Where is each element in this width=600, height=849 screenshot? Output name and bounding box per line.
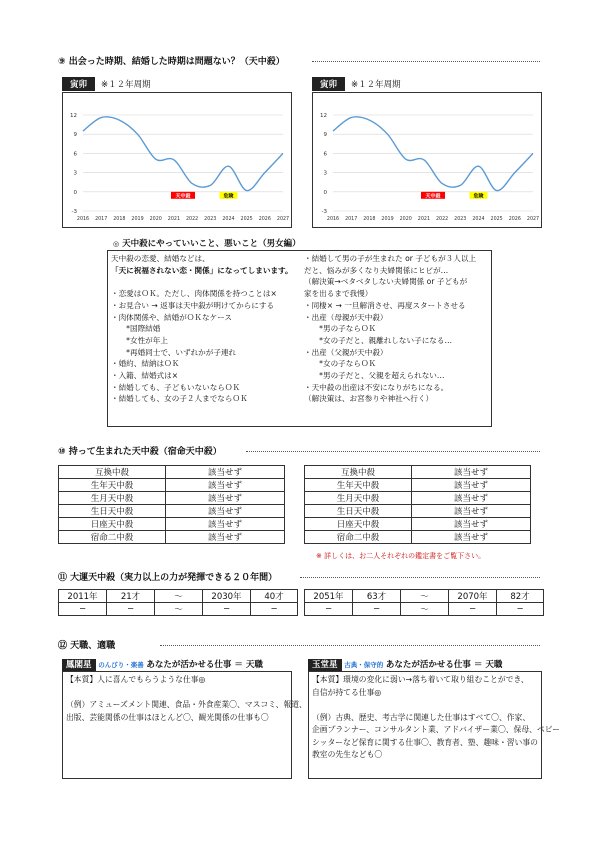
table-row (59, 603, 298, 616)
great-fortune-table-left (58, 589, 298, 616)
table-cell: − (497, 603, 544, 616)
section-10-title: ⑩ 持って生まれた天中殺（宿命天中殺） (58, 447, 222, 457)
table-row (305, 479, 531, 492)
table-cell: 該当せず (412, 518, 531, 531)
table-cell: 該当せず (166, 505, 285, 518)
chart-svg (63, 93, 291, 227)
text-line (312, 699, 560, 712)
table-cell: − (449, 603, 497, 616)
table-cell: 該当せず (412, 505, 531, 518)
x-tick-label: 2020 (399, 217, 412, 222)
job-header-right (308, 658, 502, 670)
job-header-left (62, 658, 263, 670)
text-line: *再婚同士で、いずれかが子連れ (111, 347, 237, 357)
job-heading: あなたが活かせる仕事 ＝ 天職 (385, 660, 503, 670)
tenchusatsu-heading (113, 237, 301, 249)
text-line: *男の子ならＯＫ (304, 324, 377, 334)
text-line: ・結婚して男の子が生まれた or 子どもが３人以上 (304, 254, 477, 263)
table-cell: 〜 (401, 590, 449, 603)
y-tick-label: 12 (70, 113, 77, 119)
table-cell: 日座天中殺 (59, 518, 166, 531)
table-row (59, 505, 285, 518)
x-tick-label: 2020 (149, 217, 162, 222)
table-cell: 生月天中殺 (59, 492, 166, 505)
table-cell: 〜 (155, 590, 203, 603)
x-tick-label: 2019 (131, 217, 144, 222)
circle-bullet-icon: ◎ (113, 240, 120, 248)
table-cell: 生月天中殺 (305, 492, 412, 505)
table-cell: − (107, 603, 155, 616)
table-cell: 生日天中殺 (305, 505, 412, 518)
text-line: 【本質】人に喜んでもらうような仕事◎ (66, 675, 206, 684)
tenchusatsu-right-column (304, 253, 476, 405)
text-line: 家を出るまで我慢） (304, 289, 373, 299)
fate-tenchusatsu-table-right (304, 465, 531, 544)
x-tick-label: 2027 (276, 217, 290, 222)
table-cell: 日座天中殺 (305, 518, 412, 531)
x-tick-label: 2023 (204, 217, 217, 222)
x-tick-label: 2016 (76, 217, 90, 222)
chart-tag: 寅卯 (312, 77, 345, 91)
table-cell: 該当せず (166, 466, 285, 479)
text-line: 教室の先生なども〇 (312, 750, 383, 759)
annotation-label: 天中殺 (425, 193, 441, 200)
text-line: 「天に祝福されない恋・関係」になってしまいます。 (111, 265, 293, 275)
table-row (305, 531, 531, 544)
table-cell: 該当せず (412, 492, 531, 505)
text-line: *女の子ならＯＫ (304, 359, 377, 369)
x-tick-label: 2017 (345, 217, 358, 222)
table-row (305, 603, 544, 616)
tenchusatsu-left-column (111, 253, 293, 405)
text-line: （解決策→ベタベタしない夫婦関係 or 子どもが (304, 277, 468, 287)
table-row (305, 505, 531, 518)
text-line: ・肉体関係や、結婚がＯＫなケース (111, 312, 232, 322)
text-line: ・出産（母親が天中殺） (304, 312, 388, 322)
text-line: （例）古典、歴史、考古学に関連した仕事はすべて〇、作家、 (312, 712, 531, 722)
annotation-label: 天中殺 (175, 193, 191, 200)
table-cell: 2070年 (449, 590, 497, 603)
text-line: シッターなど保育に関する仕事〇、教育者、塾、趣味・習い事の (312, 737, 538, 747)
text-line: *女性が年上 (111, 335, 168, 345)
y-tick-label: 9 (323, 132, 327, 139)
table-cell: 該当せず (412, 531, 531, 544)
y-tick-label: 3 (73, 170, 77, 177)
table-cell: 2011年 (59, 590, 107, 603)
table-cell: 互換中殺 (305, 466, 412, 479)
chart-svg (313, 93, 541, 227)
x-tick-label: 2018 (363, 217, 376, 222)
table-cell: − (305, 603, 353, 616)
table-cell: − (59, 603, 107, 616)
table-cell: 互換中殺 (59, 466, 166, 479)
table-cell: 生年天中殺 (305, 479, 412, 492)
table-cell: 宿命二中殺 (59, 531, 166, 544)
table-row (59, 518, 285, 531)
chart-tag: 寅卯 (62, 77, 95, 91)
table-cell: − (251, 603, 298, 616)
table-row (59, 492, 285, 505)
x-tick-label: 2024 (222, 217, 235, 222)
text-line: 出版、芸能関係の仕事はほとんど〇、観光関係の仕事も〇 (66, 712, 269, 722)
chart-cycle-label: ※１２年周期 (101, 80, 151, 90)
text-line: *女の子だと、親離れしない子になる… (304, 335, 453, 345)
text-line (66, 687, 307, 700)
text-line: *男の子だと、父親を超えられない… (304, 371, 445, 381)
text-line: 自信が持てる仕事◎ (312, 687, 382, 697)
table-cell: 該当せず (412, 479, 531, 492)
y-tick-label: 6 (323, 151, 327, 158)
chart-header-left (62, 77, 151, 91)
x-tick-label: 2022 (435, 217, 449, 222)
tenchusatsu-box (107, 250, 492, 427)
job-box-left (62, 671, 307, 779)
table-row (305, 590, 544, 603)
y-tick-label: 9 (73, 132, 77, 139)
annotation-label: 危険 (223, 193, 234, 200)
table-row (59, 590, 298, 603)
table-row (59, 479, 285, 492)
table-row (305, 466, 531, 479)
x-tick-label: 2021 (167, 217, 181, 222)
annotation-label: 危険 (473, 193, 484, 200)
y-tick-label: 6 (73, 151, 77, 158)
y-tick-label: 0 (323, 189, 327, 196)
text-line: 企画プランナー、コンサルタント業、アドバイザー業〇、保母、ベビー (312, 725, 561, 734)
job-lines (66, 674, 307, 724)
table-row (59, 466, 285, 479)
text-line: ・お見合い → 返事は天中殺が明けてからにする (111, 300, 275, 310)
y-tick-label: -3 (321, 209, 327, 215)
x-tick-label: 2021 (417, 217, 431, 222)
section-divider (160, 645, 540, 646)
text-line: ・婚約、結納はＯＫ (111, 359, 180, 369)
x-tick-label: 2026 (508, 217, 521, 222)
x-tick-label: 2025 (240, 217, 253, 222)
table-cell: − (203, 603, 251, 616)
x-tick-label: 2019 (381, 217, 394, 222)
section-9-title: ⑨ 出会った時期、結婚した時期は問題ない？（天中殺） (58, 57, 285, 67)
x-tick-label: 2017 (95, 217, 108, 222)
section-divider (300, 577, 540, 578)
text-line (111, 276, 293, 288)
table-cell: 21才 (107, 590, 155, 603)
text-line: ・入籍、結婚式は× (111, 371, 179, 381)
text-line: ・天中殺の出産は不安になりがちになる。 (304, 382, 449, 392)
chart-header-right (312, 77, 401, 91)
table-cell: − (353, 603, 401, 616)
table-cell: 宿命二中殺 (305, 531, 412, 544)
y-tick-label: 3 (323, 170, 327, 177)
job-heading: あなたが活かせる仕事 ＝ 天職 (146, 660, 263, 670)
table-cell: 該当せず (166, 518, 285, 531)
text-line: ・結婚しても、子どもいないならＯＫ (111, 382, 241, 392)
detail-note: ※ 詳しくは、お二人それぞれの鑑定書をご覧下さい。 (316, 552, 486, 560)
table-cell: 該当せず (166, 479, 285, 492)
text-line: （例）アミューズメント関連、食品・外食産業〇、マスコミ、報道、 (66, 700, 307, 709)
job-box-right (308, 671, 561, 779)
star-subtitle: のんびり・楽善 (98, 661, 144, 669)
table-cell: 40才 (251, 590, 298, 603)
section-11-title: ⑪ 大運天中殺（実力以上の力が発揮できる２０年間） (58, 573, 278, 583)
section-divider (246, 451, 540, 452)
text-line: だと、悩みが多くなり夫婦関係にヒビが… (304, 265, 449, 275)
job-lines (312, 674, 560, 762)
text-line: *国際結婚 (111, 324, 161, 334)
table-cell: 該当せず (412, 466, 531, 479)
x-tick-label: 2016 (326, 217, 340, 222)
table-cell: 82才 (497, 590, 544, 603)
table-row (305, 492, 531, 505)
table-cell: 〜 (155, 603, 203, 616)
star-name: 鳳閣星 (62, 659, 96, 671)
text-line: 【本質】環境の変化に弱い→落ち着いて取り組むことができ、 (312, 675, 529, 684)
text-line: ・恋愛はＯＫ。ただし、肉体関係を持つことは× (111, 289, 277, 299)
x-tick-label: 2025 (490, 217, 503, 222)
chart-left (62, 92, 292, 228)
table-cell: 2051年 (305, 590, 353, 603)
table-cell: 2030年 (203, 590, 251, 603)
x-tick-label: 2022 (185, 217, 199, 222)
fate-tenchusatsu-table-left (58, 465, 285, 544)
text-line: ・結婚しても、女の子２人までならＯＫ (111, 394, 248, 404)
table-cell: 生日天中殺 (59, 505, 166, 518)
chart-cycle-label: ※１２年周期 (351, 80, 401, 90)
text-line: ・出産（父親が天中殺） (304, 347, 388, 357)
chart-right (312, 92, 542, 228)
y-tick-label: -3 (71, 209, 77, 215)
table-cell: 〜 (401, 603, 449, 616)
table-cell: 該当せず (166, 492, 285, 505)
y-tick-label: 0 (73, 189, 77, 196)
great-fortune-table-right (304, 589, 544, 616)
star-subtitle: 古典・保守的 (344, 661, 384, 669)
table-row (59, 531, 285, 544)
table-cell: 生年天中殺 (59, 479, 166, 492)
x-tick-label: 2027 (526, 217, 540, 222)
x-tick-label: 2026 (258, 217, 271, 222)
section-divider (312, 61, 540, 62)
text-line: 天中殺の恋愛、結婚などは、 (111, 254, 210, 263)
x-tick-label: 2023 (454, 217, 467, 222)
x-tick-label: 2024 (472, 217, 485, 222)
x-tick-label: 2018 (113, 217, 126, 222)
text-line: （解決策は、お宮参りや神社へ行く） (304, 394, 434, 404)
tenchusatsu-title: 天中殺にやっていいこと、悪いこと（男女編） (122, 239, 301, 249)
star-name: 玉堂星 (308, 659, 342, 671)
table-row (305, 518, 531, 531)
table-cell: 該当せず (166, 531, 285, 544)
text-line: ・同棲× → 一旦解消させ、再度スタートさせる (304, 300, 466, 310)
y-tick-label: 12 (320, 113, 327, 119)
section-12-title: ⑫ 天職、適職 (58, 641, 116, 651)
table-cell: 63才 (353, 590, 401, 603)
